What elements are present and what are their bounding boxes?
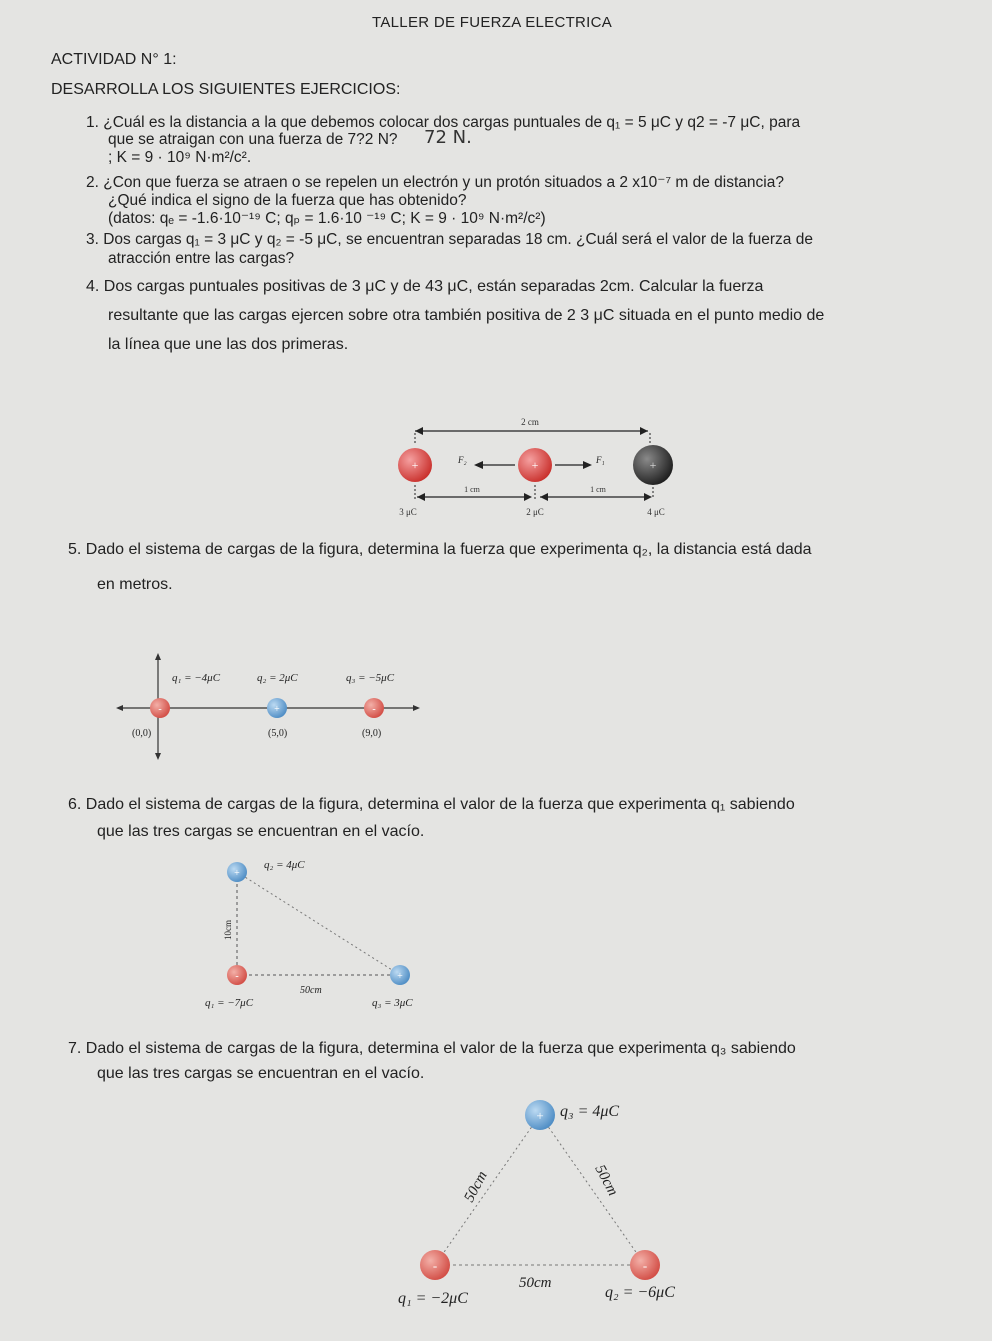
fig6-q3-label: q₃ = 3μC <box>372 997 413 1009</box>
fig7-q3-label: q₃ = 4μC <box>560 1103 620 1120</box>
exercise-2-line-2: ¿Qué indica el signo de la fuerza que has obtenido? <box>108 192 467 209</box>
exercise-2-line-1: 2. ¿Con que fuerza se atraen o se repelen un electrón y un protón situados a 2 x10⁻⁷ m de distancia? <box>86 174 784 191</box>
fig6-sign-q3: + <box>397 971 403 982</box>
fig6-sign-q2: + <box>234 868 240 879</box>
fig4-force-left-label: F₂ <box>458 455 467 465</box>
page-title: TALLER DE FUERZA ELECTRICA <box>372 14 613 31</box>
fig4-total-arrowhead-right <box>640 427 648 435</box>
instructions-heading: DESARROLLA LOS SIGUIENTES EJERCICIOS: <box>51 81 401 98</box>
exercise-3-line-1: 3. Dos cargas q₁ = 3 μC y q₂ = -5 μC, se encuentran separadas 18 cm. ¿Cuál será el valor de la fuerza de <box>86 231 813 248</box>
fig7-right-side-label: 50cm <box>591 1162 621 1199</box>
exercise-5-line-1: 5. Dado el sistema de cargas de la figura, determina la fuerza que experimenta q₂, la distancia está dada <box>68 541 812 558</box>
fig6-q1-label: q₁ = −7μC <box>205 997 254 1009</box>
fig5-q3-label: q₃ = −5μC <box>346 672 395 684</box>
exercise-1-line-1: 1. ¿Cuál es la distancia a la que debemos colocar dos cargas puntuales de q₁ = 5 μC y q2 = -7 μC, para <box>86 114 801 131</box>
exercise-4-line-2: resultante que las cargas ejercen sobre otra también positiva de 2 3 μC situada en el punto medio de <box>108 307 825 324</box>
fig5-sign-q1: - <box>158 704 162 715</box>
fig4-force-right-label: F₁ <box>596 455 605 465</box>
exercise-1-line-2: que se atraigan con una fuerza de 7?2 N? <box>108 131 398 148</box>
fig4-total-distance: 2 cm <box>521 417 539 427</box>
exercise-7-line-1: 7. Dado el sistema de cargas de la figura, determina el valor de la fuerza que experimenta q₃ sabiendo <box>68 1040 796 1057</box>
fig5-q1-label: q₁ = −4μC <box>172 672 221 684</box>
fig7-sign-q1: - <box>432 1258 438 1273</box>
fig7-sign-q2: - <box>642 1258 648 1273</box>
figure-5 <box>110 650 430 765</box>
exercise-2-line-3: (datos: qₑ = -1.6·10⁻¹⁹ C; qₚ = 1.6·10 ⁻¹⁹ C; K = 9 · 10⁹ N·m²/c²) <box>108 210 546 227</box>
fig7-left-side <box>435 1115 540 1265</box>
exercise-1-line-3: ; K = 9 · 10⁹ N·m²/c². <box>108 149 252 166</box>
fig7-sign-q3: + <box>536 1108 544 1123</box>
fig7-left-side-label: 50cm <box>461 1168 491 1205</box>
figure-6 <box>195 850 445 1020</box>
fig4-total-arrowhead-left <box>415 427 423 435</box>
fig5-p3-label: (9,0) <box>362 728 382 739</box>
fig7-q1-label: q₁ = −2μC <box>398 1290 468 1307</box>
fig5-sign-q3: - <box>372 704 376 715</box>
fig7-right-side <box>540 1115 645 1265</box>
fig6-vertical-label: 10cm <box>223 920 233 940</box>
fig4-half-right: 1 cm <box>590 485 606 494</box>
fig4-charge-right-value: 4 μC <box>647 507 665 517</box>
exercise-3-line-2: atracción entre las cargas? <box>108 250 295 267</box>
fig5-q2-label: q₂ = 2μC <box>257 672 298 684</box>
fig6-sign-q1: - <box>235 971 239 982</box>
exercise-6-line-2: que las tres cargas se encuentran en el vacío. <box>97 823 425 840</box>
fig5-p1-label: (0,0) <box>132 728 152 739</box>
fig6-horizontal-label: 50cm <box>300 985 322 996</box>
fig6-hypotenuse <box>237 872 400 975</box>
fig7-q2-label: q₂ = −6μC <box>605 1284 675 1301</box>
fig6-q2-label: q₂ = 4μC <box>264 859 305 871</box>
fig4-sign-left: + <box>411 458 419 472</box>
fig4-charge-left-value: 3 μC <box>399 507 417 517</box>
exercise-6-line-1: 6. Dado el sistema de cargas de la figura, determina el valor de la fuerza que experimenta q₁ sabiendo <box>68 796 795 813</box>
fig4-half-left: 1 cm <box>464 485 480 494</box>
fig5-sign-q2: + <box>274 704 280 715</box>
exercise-5-line-2: en metros. <box>97 576 173 593</box>
fig4-sign-middle: + <box>531 458 539 472</box>
fig4-sign-right: + <box>649 458 657 472</box>
handwritten-note: 72 N. <box>424 127 472 148</box>
activity-heading: ACTIVIDAD N° 1: <box>51 51 177 68</box>
fig7-base-label: 50cm <box>519 1275 552 1291</box>
fig4-charge-middle-value: 2 μC <box>526 507 544 517</box>
exercise-4-line-3: la línea que une las dos primeras. <box>108 336 349 353</box>
exercise-4-line-1: 4. Dos cargas puntuales positivas de 3 μC y de 43 μC, están separadas 2cm. Calcular la fuerza <box>86 278 764 295</box>
exercise-7-line-2: que las tres cargas se encuentran en el vacío. <box>97 1065 425 1082</box>
figure-4 <box>380 405 700 525</box>
figure-7 <box>380 1090 720 1320</box>
fig5-p2-label: (5,0) <box>268 728 288 739</box>
